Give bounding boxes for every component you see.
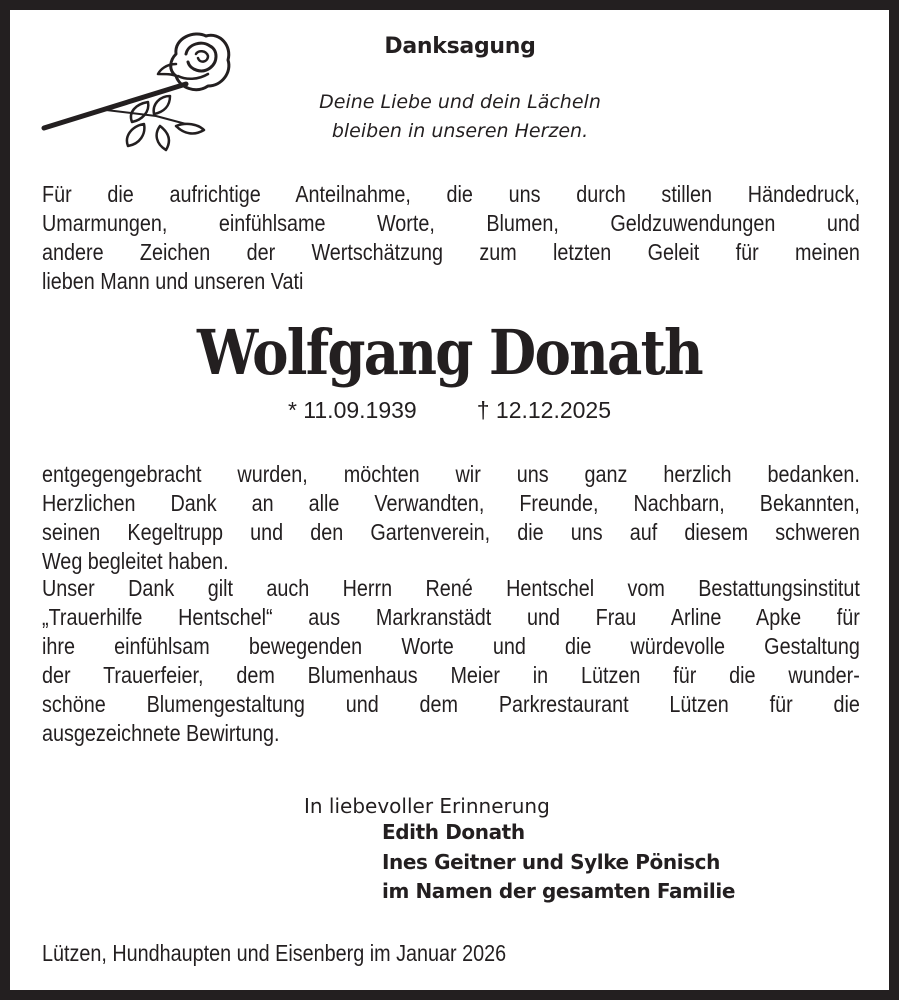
death-date: † 12.12.2025 xyxy=(476,397,612,423)
motto-line: Deine Liebe und dein Lächeln xyxy=(319,91,601,113)
signer-line: im Namen der gesamten Familie xyxy=(382,879,736,903)
text-line: andere Zeichen der Wertschätzung zum letzten Geleit für meinen xyxy=(42,239,860,265)
birth-date: * 11.09.1939 xyxy=(287,397,417,423)
text-line: entgegengebracht wurden, möchten wir uns ganz herzlich bedanken. xyxy=(42,461,860,487)
text-line: Umarmungen, einfühlsame Worte, Blumen, Geldzuwendungen und xyxy=(42,210,860,236)
text-line: Herzlichen Dank an alle Verwandten, Freunde, Nachbarn, Bekannten, xyxy=(42,490,860,516)
text-line: ihre einfühlsam bewegenden Worte und die würdevolle Gestaltung xyxy=(42,633,860,659)
life-dates xyxy=(10,397,889,424)
signer-line: Edith Donath xyxy=(382,820,525,844)
text-line: lieben Mann und unseren Vati xyxy=(42,268,304,294)
thanks-paragraph xyxy=(42,460,860,576)
text-line: ausgezeichnete Bewirtung. xyxy=(42,720,280,746)
closing-phrase: In liebevoller Erinnerung xyxy=(304,794,550,818)
motto xyxy=(210,88,710,146)
signers xyxy=(382,818,735,907)
text-line: schöne Blumengestaltung und dem Parkrestaurant Lützen für die xyxy=(42,691,860,717)
place-and-date: Lützen, Hundhaupten und Eisenberg im Januar 2026 xyxy=(42,940,507,966)
acknowledgements-paragraph xyxy=(42,574,860,748)
text-line: Unser Dank gilt auch Herrn René Hentschel vom Bestattungsinstitut xyxy=(42,575,860,601)
notice-title: Danksagung xyxy=(384,34,536,59)
motto-line: bleiben in unseren Herzen. xyxy=(331,120,589,142)
text-line: seinen Kegeltrupp und den Gartenverein, die uns auf diesem schweren xyxy=(42,519,860,545)
text-line: „Trauerhilfe Hentschel“ aus Markranstädt und Frau Arline Apke für xyxy=(42,604,860,630)
rose-icon xyxy=(36,24,236,152)
signer-line: Ines Geitner und Sylke Pönisch xyxy=(382,849,720,874)
intro-paragraph xyxy=(42,180,860,296)
text-line: Für die aufrichtige Anteilnahme, die uns durch stillen Händedruck, xyxy=(42,181,860,207)
obituary-notice xyxy=(10,10,889,990)
text-line: Weg begleitet haben. xyxy=(42,548,229,574)
text-line: der Trauerfeier, dem Blumenhaus Meier in Lützen für die wunder- xyxy=(42,662,860,688)
deceased-name: Wolfgang Donath xyxy=(197,316,702,389)
